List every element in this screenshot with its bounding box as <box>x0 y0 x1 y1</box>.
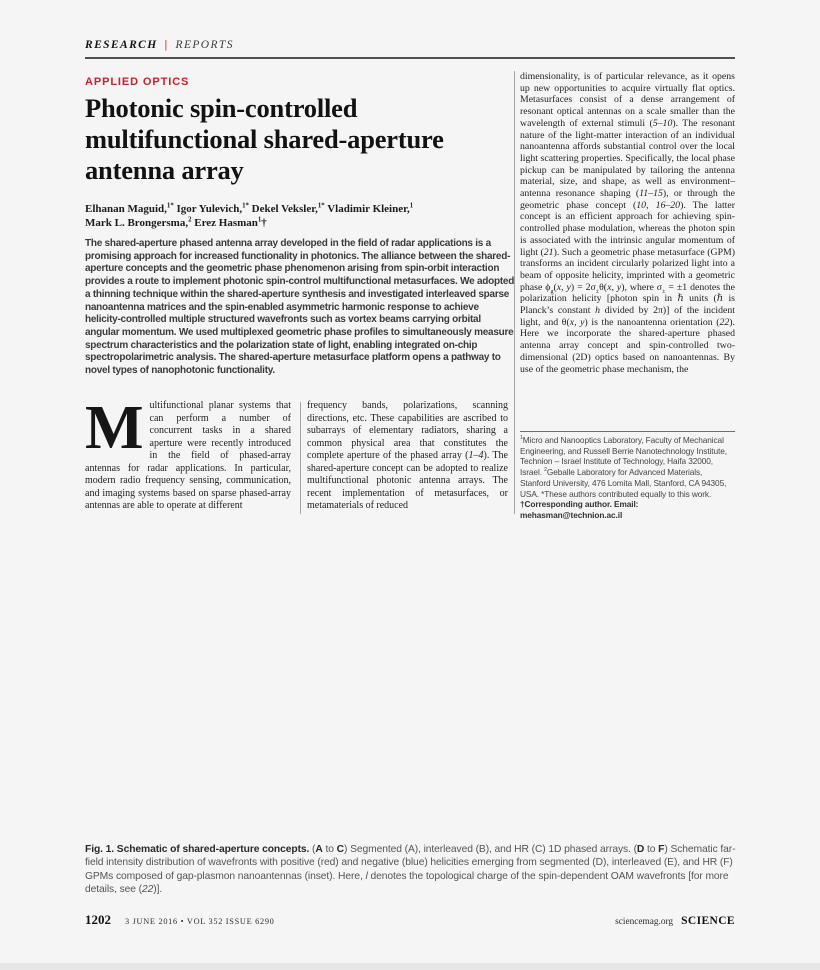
section-label: APPLIED OPTICS <box>85 76 190 88</box>
header-rule <box>85 57 735 59</box>
body-column-2: frequency bands, polarizations, scanning directions, etc. These capabilities are ascribed to subarrays of elementary radiators, sharing a common physical area that constitutes the complete aperture of the phased array (1–4). The shared-aperture concept can be adopted to realize multifunctional photonic antenna arrays. The recent implementation of metasurfaces, or metamaterials of reduced <box>307 400 508 511</box>
author-line-2: Mark L. Brongersma,$^2$ Erez Hasman$^1$† <box>85 215 267 229</box>
column-divider-2 <box>514 71 515 514</box>
journal-name: SCIENCE <box>681 915 735 927</box>
running-head-subsection: REPORTS <box>175 39 234 51</box>
footnote-text: $^1$Micro and Nanooptics Laboratory, Faculty of Mechanical Engineering, and Russell Berrie Nanotechnology Institute, Technion – Israel Institute of Technology, Haifa 32000, Israel. $^2$Geballe Laboratory for Advanced Materials, Stanford University, 476 Lomita Mall, Stanford, CA 94305, USA. *These authors contributed equally to this work. †Corresponding author. Email: mehasman@technion.ac.il <box>520 435 727 520</box>
running-head-section: RESEARCH <box>85 39 158 51</box>
page-number: 1202 <box>85 912 111 927</box>
abstract-text: The shared-aperture phased antenna array developed in the field of radar applications is a promising approach for increased functionality in photonics. The alliance between the shared-aperture concepts and the geometric phase phenomenon arising from spin-orbit interaction provides a route to implement photonic spin-control multifunctional metasurfaces. We adopted a thinning technique within the shared-aperture synthesis and investigated interleaved sparse nanoantenna matrices and the spin-enabled asymmetric harmonic response to achieve helicity-controlled multiple structured wavefronts such as vortex beams carrying orbital angular momentum. We used multiplexed geometric phase profiles to simultaneously measure spectrum characteristics and the polarization state of light, enabling integrated on-chip spectropolarimetric analysis. The shared-aperture metasurface platform opens a pathway to novel types of nanophotonic functionality. <box>85 238 515 377</box>
column-divider-1 <box>300 402 301 514</box>
running-head-divider: | <box>164 39 169 51</box>
author-line-1: Elhanan Maguid,$^{1*}$ Igor Yulevich,$^{1*}$ Dekel Veksler,$^{1*}$ Vladimir Kleiner,$^1$ <box>85 202 414 215</box>
journal-url: sciencemag.org <box>615 917 674 927</box>
figure-caption: Fig. 1. Schematic of shared-aperture concepts. (A to C) Segmented (A), interleaved (B), and HR (C) 1D phased arrays. (D to F) Schematic far-field intensity distribution of wavefronts with positive (red) and negative (blue) helicities emerging from segmented (D), interleaved (E), and HR (F) GPMs composed of gap-plasmon nanoantennas (inset). Here, l denotes the topological charge of the spin-dependent OAM wavefronts [for more details, see (22)]. <box>85 844 736 895</box>
author-list <box>85 203 520 230</box>
body-text-1: ultifunctional planar systems that can perform a number of concurrent tasks in a shared aperture were recently introduced in the field of phased-array antennas for radar applications. In particular, modern radio frequency sensing, communication, and imaging systems based on sparse phased-array antennas are able to operate at different <box>85 400 291 511</box>
figure-1-image-area <box>85 520 735 838</box>
footer-right <box>615 911 735 929</box>
running-head <box>85 39 234 51</box>
drop-cap: M <box>85 400 144 462</box>
body-column-3: dimensionality, is of particular relevance, as it opens up new opportunities to acquire virtually flat optics. Metasurfaces consist of a dense arrangement of resonant optical antennas on a scale smaller than the wavelength of external stimuli (5–10). The resonant nature of the light-matter interaction of an individual nanoantenna affords substantial control over the local light scattering properties. Specifically, the local phase pickup can be manipulated by tailoring the antenna material, size, and shape, as well as environment–antenna resonance shaping (11–15), or through the geometric phase concept (10, 16–20). The latter concept is an efficient approach for achieving spin-controlled phase modulation, whereas the photon spin is associated with the intrinsic angular momentum of light (21). Such a geometric phase metasurface (GPM) transforms an incident circularly polarized light into a beam of opposite helicity, imprinted with a geometric phase $\phi_g(x$, $y) = 2\sigma_\pm\theta(x$, y), where $\sigma_\pm = \pm 1$ denotes the polarization helicity [photon spin in ℏ units (ℏ is Planck’s constant h divided by 2π)] of the incident light, and θ(x, y) is the nanoantenna orientation (22). Here we incorporate the shared-aperture phased antenna array concept and spin-controlled two-dimensional (2D) optics based on nanoantennas. By use of the geometric phase mechanism, the <box>520 71 736 375</box>
footnote-rule <box>520 431 735 432</box>
article-title: Photonic spin-controlled multifunctional shared-aperture antenna array <box>85 93 444 185</box>
affiliations-footnote <box>520 431 735 521</box>
body-column-1 <box>85 400 291 516</box>
page-footer <box>85 911 735 929</box>
issue-info: 3 JUNE 2016 • VOL 352 ISSUE 6290 <box>125 917 275 926</box>
page-bottom-edge <box>0 963 820 970</box>
footer-left <box>85 911 275 929</box>
